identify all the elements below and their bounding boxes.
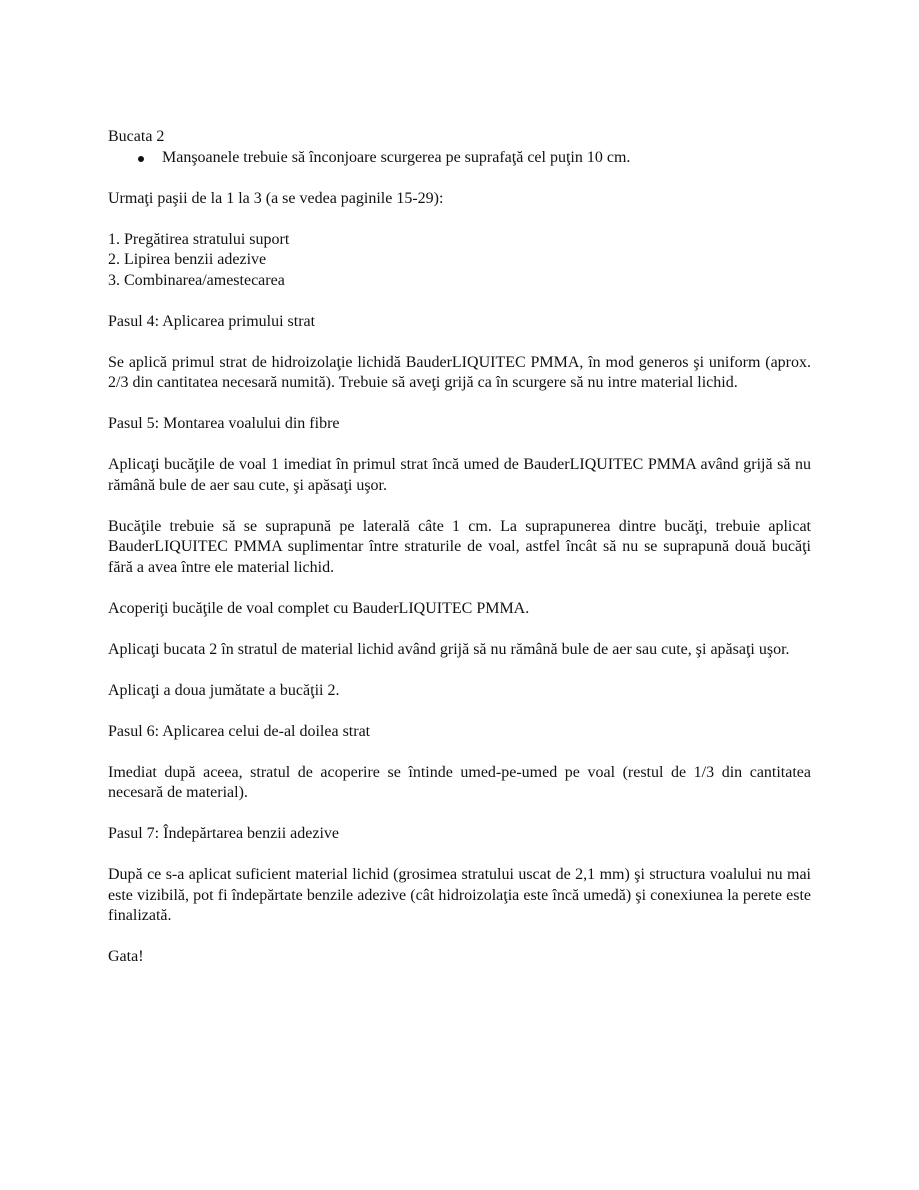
pasul5-title: Pasul 5: Montarea voalului din fibre [108,415,340,432]
bullet-text: Manşoanele trebuie să înconjoare scurgerea pe suprafaţă cel puţin 10 cm. [162,148,631,166]
steps-list [108,230,811,292]
pasul5-paragraph-5: Aplicaţi a doua jumătate a bucăţii 2. [108,681,340,699]
bullet-list [108,148,811,169]
pasul7-text: După ce s-a aplicat suficient material lichid (grosimea stratului uscat de 2,1 mm) şi structura voalului nu mai este vizibilă, pot fi îndepărtate benzile adezive (cât hidroizolaţia este încă umedă) şi conexiunea la perete este finalizată. [108,866,811,924]
pasul6-text: Imediat după aceea, stratul de acoperire se întinde umed-pe-umed pe voal (restul de 1/3 din cantitatea necesară de material). [108,763,811,801]
pasul5-paragraph-1: Aplicaţi bucăţile de voal 1 imediat în primul strat încă umed de BauderLIQUITEC PMMA având grijă să nu rămână bule de aer sau cute, şi apăsaţi uşor. [108,456,811,494]
step-item: 2. Lipirea benzii adezive [108,251,267,268]
pasul6-title: Pasul 6: Aplicarea celui de-al doilea strat [108,722,371,740]
pasul4-text: Se aplică primul strat de hidroizolaţie lichidă BauderLIQUITEC PMMA, în mod generos şi uniform (aprox. 2/3 din cantitatea necesară numită). Trebuie să aveţi grijă ca în scurgere să nu intre material lichid. [108,353,811,391]
bullet-icon [138,156,144,162]
pasul5-paragraph-4: Aplicaţi bucata 2 în stratul de material lichid având grijă să nu rămână bule de aer sau cute, şi apăsaţi uşor. [108,640,790,658]
pasul7-title: Pasul 7: Îndepărtarea benzii adezive [108,825,339,842]
pasul5-paragraph-3: Acoperiţi bucăţile de voal complet cu BauderLIQUITEC PMMA. [108,599,530,617]
step-item: 1. Pregătirea stratului suport [108,230,290,248]
list-item [108,148,811,169]
pasul4-title: Pasul 4: Aplicarea primului strat [108,312,316,330]
document-page [108,127,811,968]
closing-text: Gata! [108,948,144,965]
step-item: 3. Combinarea/amestecarea [108,271,285,289]
intro-steps: Urmaţi paşii de la 1 la 3 (a se vedea paginile 15-29): [108,189,444,207]
bucata-heading: Bucata 2 [108,128,165,145]
pasul5-paragraph-2: Bucăţile trebuie să se suprapună pe laterală câte 1 cm. La suprapunerea dintre bucăţi, trebuie aplicat BauderLIQUITEC PMMA suplimentar între straturile de voal, astfel încât să nu se suprapună două bucăţi fără a avea între ele material lichid. [108,517,811,576]
